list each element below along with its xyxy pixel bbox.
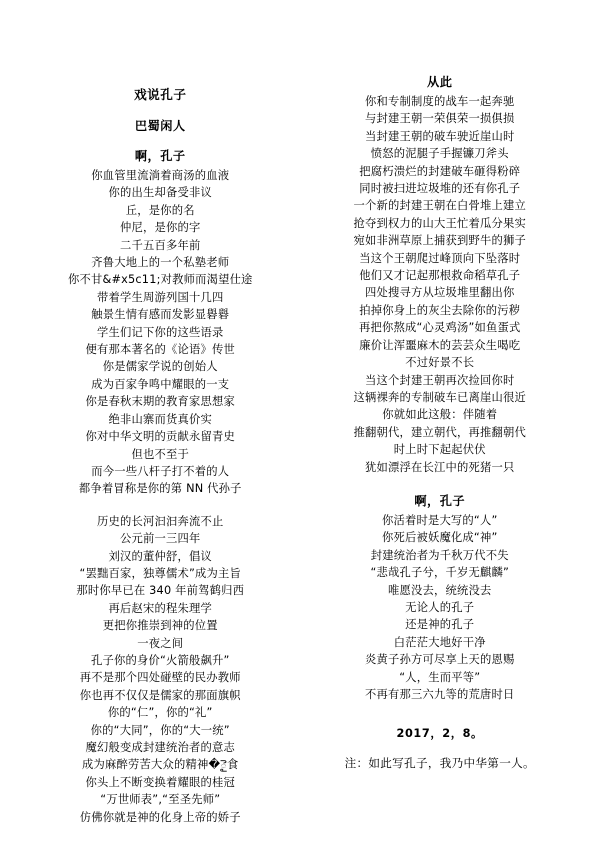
poem-line: 当这个王朝爬过峰顶向下坠落时 [359,251,521,265]
poem-line: 再不是那个四处碰壁的民办教师 [79,671,241,685]
poem-line: 魔幻般变成封建统治者的意志 [85,741,235,754]
poem-line: 仲尼，是你的字 [120,221,201,235]
right-stanza-1 [305,93,574,476]
left-column [26,72,295,826]
poem-line: 四处搜寻方从垃圾堆里翻出你 [365,286,515,300]
poem-line: 孔子你的身价“火箭般飙升” [90,653,230,667]
poem-line: 宛如非洲草原上捕获到野牛的狮子 [353,234,526,248]
poem-line: 更把你推崇到神的位置 [102,619,218,633]
poem-line: 你是儒家学说的创始人 [102,360,218,374]
poem-line: 仿佛你就是神的化身上帝的娇子 [79,810,241,824]
left-stanza-1 [26,167,295,498]
poem-line: 他们又才记起那根救命稻草孔子 [359,269,521,283]
poem-line: 唯愿没去，统统没去 [388,583,492,597]
poem-line: 当这个封建王朝再次捡回你时 [365,373,515,387]
poem-line: 当封建王朝的破车驶近崖山时 [365,129,515,143]
poem-line: 历史的长河汩汩奔流不止 [97,514,224,528]
right-stanza1-heading: 从此 [427,75,453,89]
poem-line: 抢夺到权力的山大王忙着瓜分果实 [353,216,526,230]
right-stanza-2 [305,512,574,703]
poem-line: 都争着冒称是你的第 NN 代孙子 [78,482,242,496]
poem-line: 你的出生却备受非议 [108,186,212,200]
poem-line: 再把你熬成“心灵鸡汤”如鱼蛋式 [358,321,521,335]
two-column-layout [26,72,574,826]
poem-line: 一夜之间 [137,636,184,650]
right-stanza2-heading: 啊，孔子 [414,493,466,508]
poem-line: 带着学生周游列国十几四 [97,290,224,304]
poem-line: 不再有那三六九等的荒唐时日 [365,688,515,701]
spacer [305,744,574,753]
poem-line: 你的“大同”，你的“大一统” [90,723,230,737]
poem-line: 触景生情有感而发影显礜礜 [91,308,230,322]
footnote: 注：如此写孔子，我乃中华第一人。 [344,756,535,771]
document-title: 戏说孔子 [134,87,187,102]
poem-line: 成为百家争鸣中耀眼的一支 [91,377,230,391]
poem-line: 但也不至于 [131,447,189,461]
poem-line: 而今一些八杆子打不着的人 [91,464,230,478]
poem-line: 你死后被妖魔化成“神” [381,531,498,545]
poem-line: 同时被扫进垃圾堆的还有你孔子 [359,182,521,196]
poem-line: 成为麻醉劳苦大众的精神�ై食 [82,758,239,772]
poem-line: 那时你早已在 340 年前驾鹤归西 [76,584,245,598]
poem-line: 炎黄子孙方可尽享上天的恩赐 [365,653,515,667]
poem-line: 与封建王朝一荣俱荣一损俱损 [365,112,515,126]
spacer [305,703,574,724]
poem-line: 犹如漂浮在长江中的死猪一只 [365,460,515,474]
poem-line: 愤怒的泥腿子手握镰刀斧头 [370,147,509,161]
poem-line: 推翻朝代，建立朝代，再推翻朝代 [353,425,526,439]
poem-line: 你也再不仅仅是儒家的那面旗帜 [79,688,241,702]
poem-line: 无论人的孔子 [405,600,475,614]
poem-line: 不过好景不长 [405,356,475,370]
poem-line: 再后赵宋的程朱理学 [108,601,212,615]
poem-line: 学生们记下你的这些语录 [97,325,224,339]
poem-line: 你血管里流淌着商汤的血液 [91,169,230,182]
poem-line: 你活着时是大写的“人” [381,513,498,527]
poem-line: 你头上不断变换着耀眼的桂冠 [85,775,235,789]
poem-line: 时上时下起起伏伏 [393,443,486,457]
spacer [26,137,295,146]
poem-line: 还是神的孔子 [405,618,475,632]
poem-line: 便有那本著名的《论语》传世 [85,343,235,357]
poem-line: 刘汉的董仲舒，倡议 [108,549,212,563]
spacer [305,476,574,491]
poem-line: “万世师表”,“至圣先师” [100,793,221,807]
poem-line: 你是春秋末期的教育家思想家 [85,395,235,409]
left-stanza-2 [26,513,295,826]
poem-line: 你不甘&#x5c11;对教师而渴望仕途 [67,273,253,287]
poem-line: 这辆裸奔的专制破车已离崖山很近 [353,390,526,404]
poem-line: 你对中华文明的贡献永留青史 [85,430,235,444]
poem-line: 一个新的封建王朝在白骨堆上建立 [353,199,526,213]
poem-line: 把腐朽溃烂的封建破车砸得粉碎 [359,164,521,178]
poem-line: “悲哉孔子兮，千岁无麒麟” [370,566,510,580]
poem-line: 你就如此这般：伴随着 [382,408,498,422]
left-stanza1-heading: 啊，孔子 [134,149,186,163]
poem-line: 封建统治者为千秋万代不失 [370,548,509,562]
right-column [305,72,574,773]
poem-line: 你和专制制度的战车一起奔驰 [365,95,515,108]
poem-line: 齐鲁大地上的一个私塾老师 [91,256,230,270]
poem-line: 二千五百多年前 [120,238,201,252]
poem-line: 公元前一三四年 [120,532,201,546]
poem-line: 丘，是你的名 [125,203,195,217]
date-line: 2017，2，8。 [396,727,483,741]
poem-line: 廉价让浑噩麻木的芸芸众生喝吃 [359,338,521,352]
spacer [26,498,295,513]
poem-line: 白茫茫大地好干净 [393,635,486,649]
poem-line: “罢黜百家，独尊儒术”成为主旨 [79,566,242,580]
poem-line: 你的“仁”，你的“礼” [107,706,213,720]
document-author: 巴蜀闲人 [134,119,186,133]
spacer [26,106,295,115]
poem-line: 绝非山寨而货真价实 [108,412,212,426]
poem-line: 拍掉你身上的灰尘去除你的污秽 [359,303,521,317]
poem-line: “人，生而平等” [399,670,481,684]
